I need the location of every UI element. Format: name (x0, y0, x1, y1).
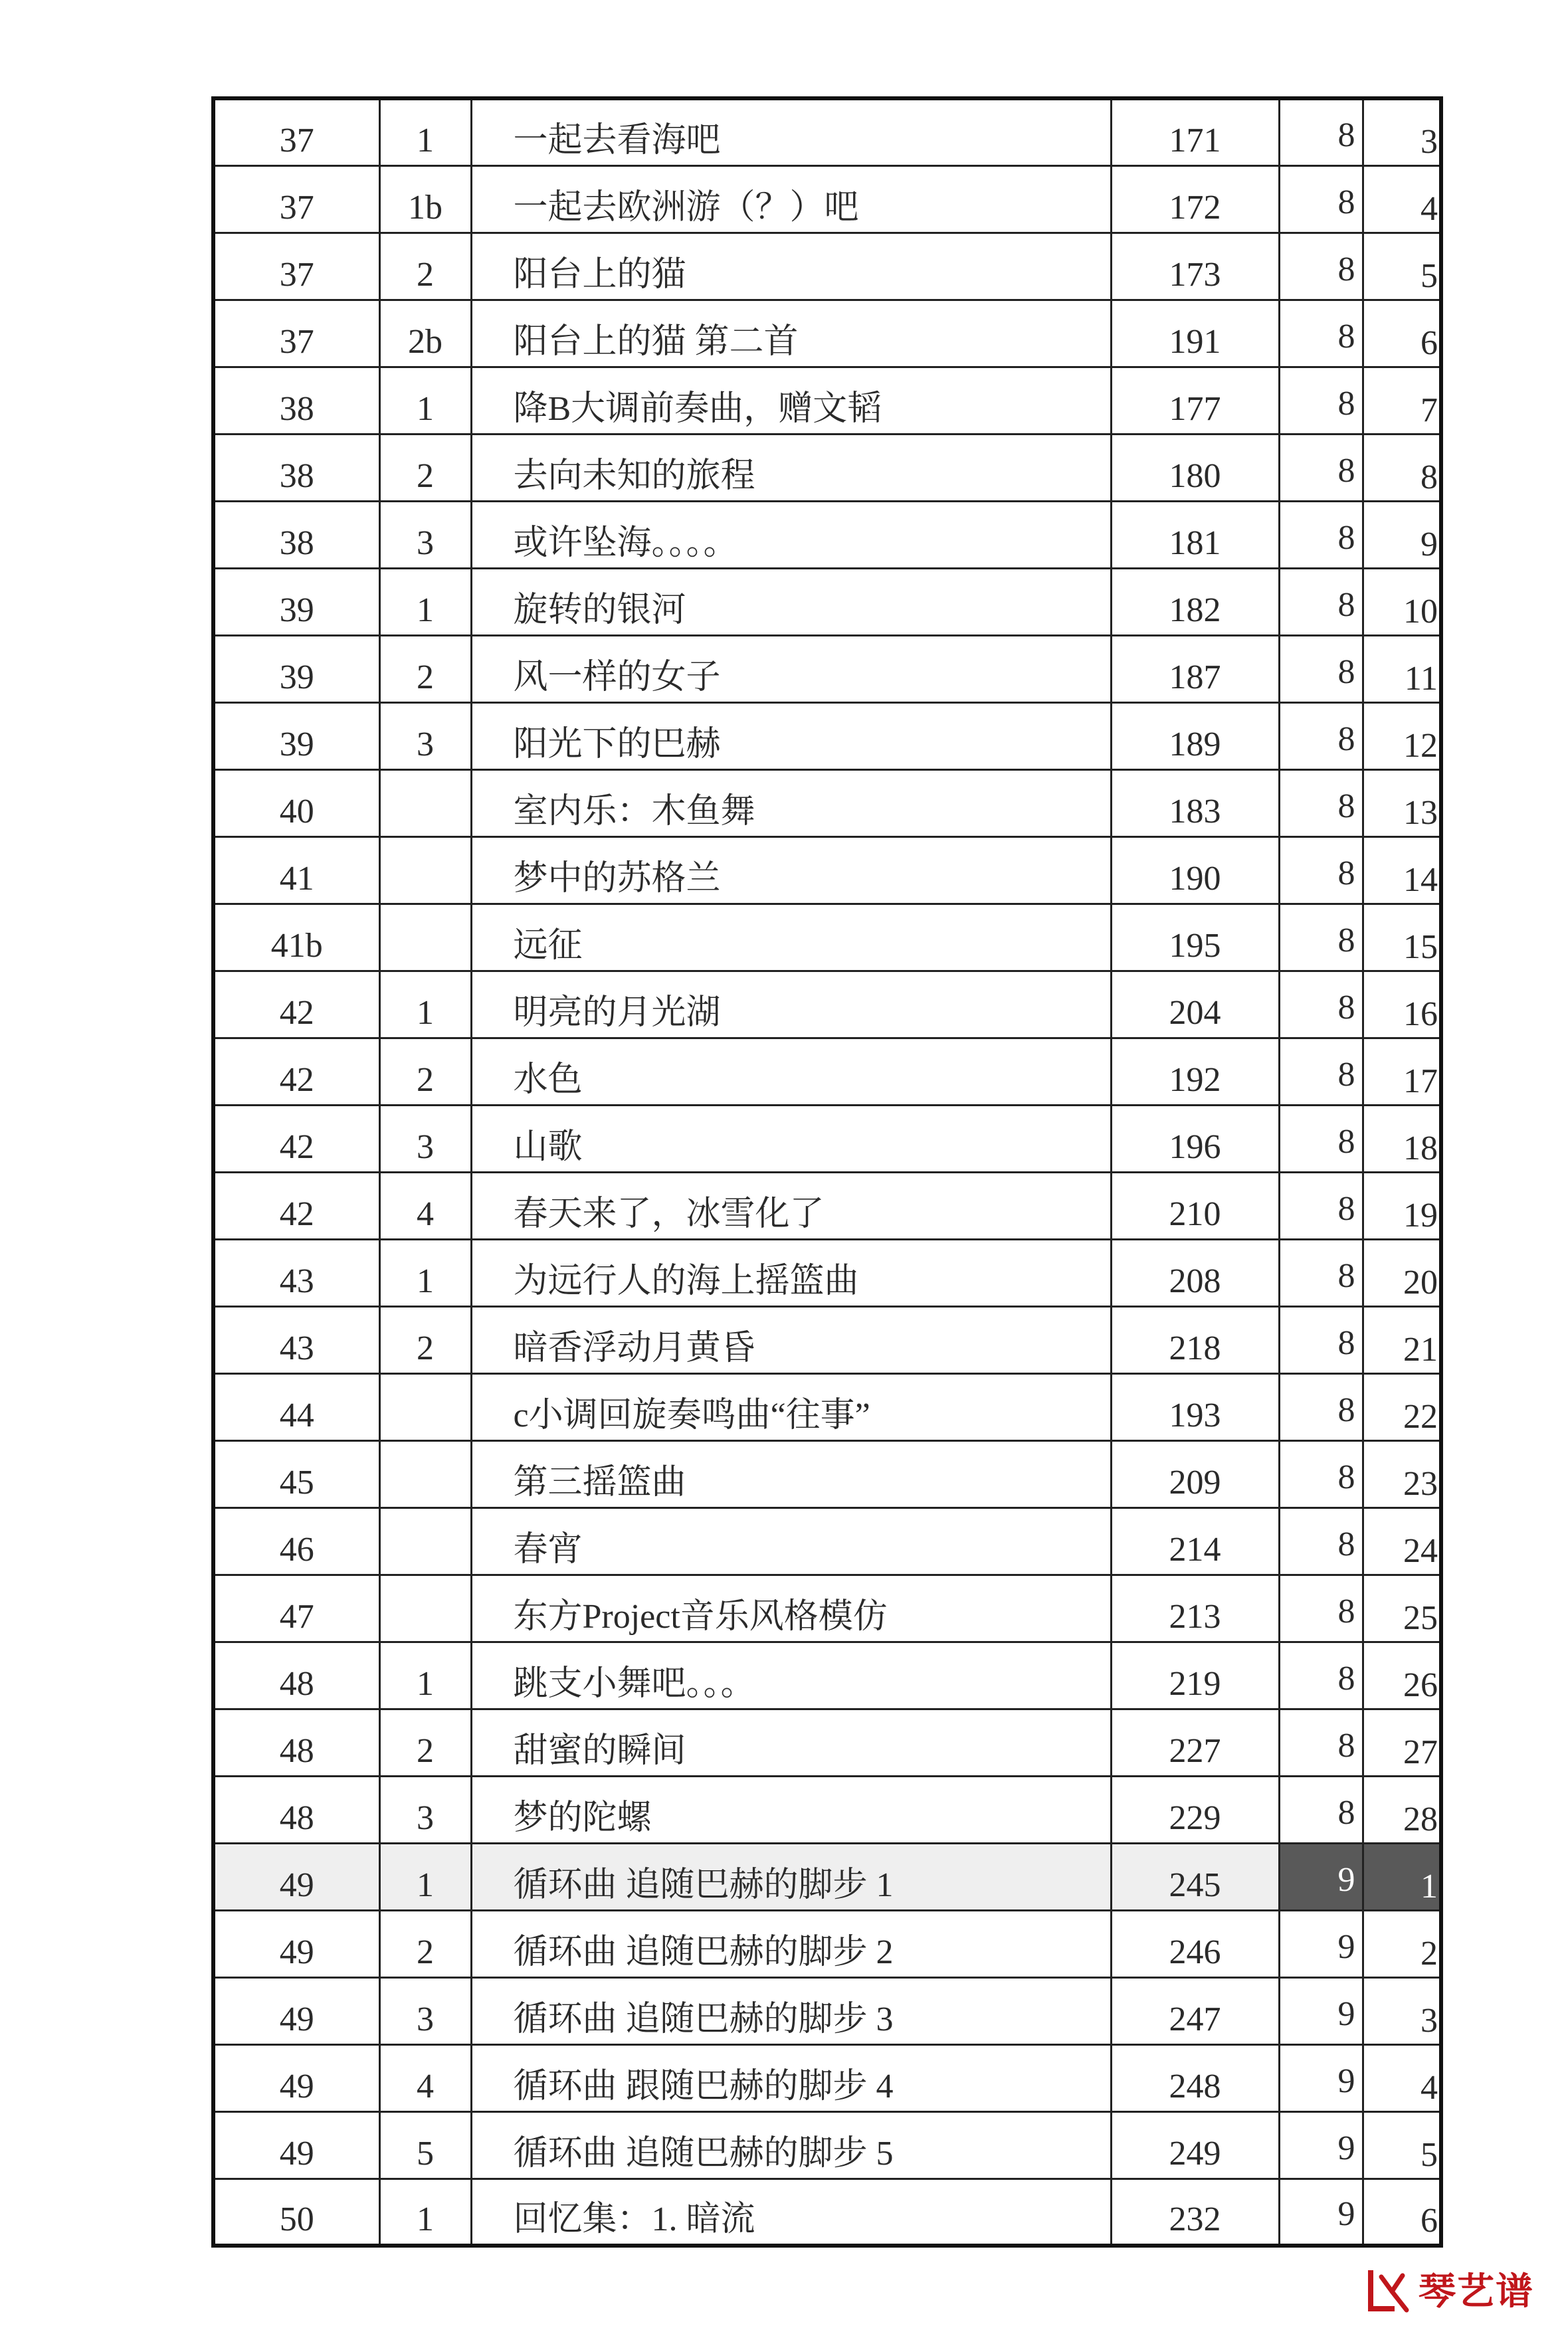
index-cell: 6 (1363, 2179, 1441, 2246)
index-cell: 26 (1363, 1642, 1441, 1709)
number-cell: 1 (379, 367, 471, 434)
index-cell: 19 (1363, 1172, 1441, 1239)
index-cell: 15 (1363, 904, 1441, 971)
table-row (213, 1373, 1441, 1440)
number-cell: 1 (379, 98, 471, 165)
table-row (213, 1105, 1441, 1172)
index-cell: 25 (1363, 1575, 1441, 1642)
number-cell: 2 (379, 1306, 471, 1373)
opus-cell: 46 (213, 1507, 379, 1575)
volume-cell: 9 (1279, 2179, 1363, 2246)
number-cell: 3 (379, 1105, 471, 1172)
volume-cell: 8 (1279, 501, 1363, 568)
title-cell: 旋转的银河 (471, 568, 1111, 635)
index-cell: 9 (1363, 501, 1441, 568)
watermark-text: 琴艺谱 (1419, 2270, 1534, 2313)
page-cell: 229 (1111, 1776, 1279, 1843)
number-cell: 2 (379, 233, 471, 300)
table-row (213, 1306, 1441, 1373)
table-row (213, 1575, 1441, 1642)
title-cell: 东方Project音乐风格模仿 (471, 1575, 1111, 1642)
volume-cell: 8 (1279, 434, 1363, 501)
title-cell: 阳台上的猫 (471, 233, 1111, 300)
volume-cell: 8 (1279, 635, 1363, 702)
title-cell: 降B大调前奏曲，赠文韬 (471, 367, 1111, 434)
opus-cell: 44 (213, 1373, 379, 1440)
index-cell: 1 (1363, 1843, 1441, 1910)
page-cell: 218 (1111, 1306, 1279, 1373)
title-cell: 去向未知的旅程 (471, 434, 1111, 501)
title-cell: 循环曲 追随巴赫的脚步 3 (471, 1977, 1111, 2044)
volume-cell: 8 (1279, 1105, 1363, 1172)
number-cell: 4 (379, 1172, 471, 1239)
index-cell: 27 (1363, 1709, 1441, 1776)
volume-cell: 8 (1279, 702, 1363, 769)
table-row (213, 971, 1441, 1038)
title-cell: 春宵 (471, 1507, 1111, 1575)
page-cell: 192 (1111, 1038, 1279, 1105)
volume-cell: 9 (1279, 1977, 1363, 2044)
number-cell (379, 1575, 471, 1642)
table-row (213, 2111, 1441, 2179)
page-cell: 196 (1111, 1105, 1279, 1172)
title-cell: 梦中的苏格兰 (471, 836, 1111, 904)
number-cell: 2 (379, 1038, 471, 1105)
title-cell: 春天来了，冰雪化了 (471, 1172, 1111, 1239)
title-cell: 水色 (471, 1038, 1111, 1105)
table-row (213, 2044, 1441, 2111)
page-cell: 210 (1111, 1172, 1279, 1239)
number-cell: 4 (379, 2044, 471, 2111)
opus-cell: 49 (213, 2044, 379, 2111)
opus-cell: 49 (213, 1910, 379, 1977)
table-row (213, 434, 1441, 501)
page-cell: 248 (1111, 2044, 1279, 2111)
number-cell: 3 (379, 702, 471, 769)
volume-cell: 8 (1279, 233, 1363, 300)
page-cell: 183 (1111, 769, 1279, 836)
page-cell: 214 (1111, 1507, 1279, 1575)
volume-cell: 8 (1279, 165, 1363, 233)
volume-cell: 8 (1279, 1239, 1363, 1306)
opus-cell: 50 (213, 2179, 379, 2246)
volume-cell: 8 (1279, 769, 1363, 836)
title-cell: 或许坠海。。。。 (471, 501, 1111, 568)
title-cell: 循环曲 追随巴赫的脚步 2 (471, 1910, 1111, 1977)
title-cell: 暗香浮动月黄昏 (471, 1306, 1111, 1373)
opus-cell: 39 (213, 635, 379, 702)
page-cell: 189 (1111, 702, 1279, 769)
index-cell: 13 (1363, 769, 1441, 836)
opus-cell: 49 (213, 1977, 379, 2044)
table-row (213, 1038, 1441, 1105)
title-cell: 循环曲 跟随巴赫的脚步 4 (471, 2044, 1111, 2111)
volume-cell: 8 (1279, 300, 1363, 367)
title-cell: 循环曲 追随巴赫的脚步 1 (471, 1843, 1111, 1910)
table-row (213, 367, 1441, 434)
index-cell: 7 (1363, 367, 1441, 434)
page-cell: 232 (1111, 2179, 1279, 2246)
table-row (213, 1172, 1441, 1239)
opus-cell: 43 (213, 1239, 379, 1306)
number-cell: 1 (379, 2179, 471, 2246)
opus-cell: 37 (213, 98, 379, 165)
page-cell: 191 (1111, 300, 1279, 367)
table-row (213, 233, 1441, 300)
page-cell: 190 (1111, 836, 1279, 904)
number-cell: 2 (379, 635, 471, 702)
opus-cell: 43 (213, 1306, 379, 1373)
index-cell: 12 (1363, 702, 1441, 769)
table-row (213, 1977, 1441, 2044)
opus-cell: 42 (213, 971, 379, 1038)
number-cell: 1 (379, 568, 471, 635)
index-cell: 24 (1363, 1507, 1441, 1575)
qinyipu-logo-icon (1365, 2269, 1412, 2315)
table-row (213, 1642, 1441, 1709)
volume-cell: 8 (1279, 1373, 1363, 1440)
table-row (213, 2179, 1441, 2246)
page-cell: 180 (1111, 434, 1279, 501)
opus-cell: 38 (213, 367, 379, 434)
opus-cell: 48 (213, 1709, 379, 1776)
number-cell: 3 (379, 501, 471, 568)
opus-cell: 45 (213, 1440, 379, 1507)
title-cell: 甜蜜的瞬间 (471, 1709, 1111, 1776)
number-cell: 1b (379, 165, 471, 233)
table-row (213, 568, 1441, 635)
catalog-table (211, 96, 1443, 2248)
index-cell: 28 (1363, 1776, 1441, 1843)
title-cell: 山歌 (471, 1105, 1111, 1172)
table-row (213, 1843, 1441, 1910)
title-cell: 循环曲 追随巴赫的脚步 5 (471, 2111, 1111, 2179)
page-cell: 195 (1111, 904, 1279, 971)
title-cell: 明亮的月光湖 (471, 971, 1111, 1038)
volume-cell: 8 (1279, 1440, 1363, 1507)
index-cell: 16 (1363, 971, 1441, 1038)
volume-cell: 8 (1279, 1575, 1363, 1642)
table-row (213, 635, 1441, 702)
volume-cell: 8 (1279, 98, 1363, 165)
index-cell: 5 (1363, 233, 1441, 300)
title-cell: c小调回旋奏鸣曲“往事” (471, 1373, 1111, 1440)
table-row (213, 769, 1441, 836)
index-cell: 4 (1363, 165, 1441, 233)
table-row (213, 904, 1441, 971)
page-cell: 172 (1111, 165, 1279, 233)
table-row (213, 300, 1441, 367)
volume-cell: 8 (1279, 568, 1363, 635)
opus-cell: 40 (213, 769, 379, 836)
volume-cell: 8 (1279, 1306, 1363, 1373)
page-cell: 249 (1111, 2111, 1279, 2179)
table-row (213, 98, 1441, 165)
index-cell: 3 (1363, 1977, 1441, 2044)
title-cell: 第三摇篮曲 (471, 1440, 1111, 1507)
index-cell: 18 (1363, 1105, 1441, 1172)
table-row (213, 1239, 1441, 1306)
volume-cell: 9 (1279, 2111, 1363, 2179)
opus-cell: 42 (213, 1172, 379, 1239)
volume-cell: 8 (1279, 836, 1363, 904)
page-cell: 219 (1111, 1642, 1279, 1709)
title-cell: 梦的陀螺 (471, 1776, 1111, 1843)
table-row (213, 165, 1441, 233)
number-cell (379, 1440, 471, 1507)
title-cell: 阳台上的猫 第二首 (471, 300, 1111, 367)
title-cell: 为远行人的海上摇篮曲 (471, 1239, 1111, 1306)
page-cell: 182 (1111, 568, 1279, 635)
opus-cell: 48 (213, 1642, 379, 1709)
volume-cell: 9 (1279, 2044, 1363, 2111)
opus-cell: 41b (213, 904, 379, 971)
index-cell: 10 (1363, 568, 1441, 635)
table-row (213, 1709, 1441, 1776)
opus-cell: 42 (213, 1105, 379, 1172)
volume-cell: 9 (1279, 1843, 1363, 1910)
opus-cell: 48 (213, 1776, 379, 1843)
opus-cell: 42 (213, 1038, 379, 1105)
volume-cell: 8 (1279, 1172, 1363, 1239)
opus-cell: 39 (213, 568, 379, 635)
page-cell: 213 (1111, 1575, 1279, 1642)
opus-cell: 37 (213, 165, 379, 233)
table-row (213, 1507, 1441, 1575)
number-cell: 2b (379, 300, 471, 367)
page-cell: 245 (1111, 1843, 1279, 1910)
volume-cell: 8 (1279, 1776, 1363, 1843)
page-cell: 187 (1111, 635, 1279, 702)
volume-cell: 9 (1279, 1910, 1363, 1977)
title-cell: 一起去看海吧 (471, 98, 1111, 165)
volume-cell: 8 (1279, 367, 1363, 434)
number-cell (379, 769, 471, 836)
title-cell: 跳支小舞吧。。。 (471, 1642, 1111, 1709)
page-cell: 208 (1111, 1239, 1279, 1306)
table-row (213, 1776, 1441, 1843)
page-cell: 209 (1111, 1440, 1279, 1507)
watermark (1365, 2266, 1534, 2319)
opus-cell: 47 (213, 1575, 379, 1642)
title-cell: 一起去欧洲游（？）吧 (471, 165, 1111, 233)
volume-cell: 8 (1279, 1038, 1363, 1105)
index-cell: 14 (1363, 836, 1441, 904)
index-cell: 21 (1363, 1306, 1441, 1373)
table-row (213, 836, 1441, 904)
number-cell (379, 1373, 471, 1440)
index-cell: 17 (1363, 1038, 1441, 1105)
index-cell: 23 (1363, 1440, 1441, 1507)
number-cell (379, 904, 471, 971)
opus-cell: 37 (213, 300, 379, 367)
index-cell: 5 (1363, 2111, 1441, 2179)
page-cell: 181 (1111, 501, 1279, 568)
opus-cell: 49 (213, 1843, 379, 1910)
number-cell: 2 (379, 434, 471, 501)
number-cell: 1 (379, 1642, 471, 1709)
title-cell: 室内乐：木鱼舞 (471, 769, 1111, 836)
title-cell: 回忆集：1. 暗流 (471, 2179, 1111, 2246)
page-cell: 227 (1111, 1709, 1279, 1776)
number-cell: 1 (379, 1843, 471, 1910)
title-cell: 阳光下的巴赫 (471, 702, 1111, 769)
number-cell: 1 (379, 1239, 471, 1306)
index-cell: 20 (1363, 1239, 1441, 1306)
page-cell: 171 (1111, 98, 1279, 165)
catalog-body (213, 98, 1441, 2246)
page-cell: 204 (1111, 971, 1279, 1038)
number-cell (379, 836, 471, 904)
page-cell: 193 (1111, 1373, 1279, 1440)
number-cell: 3 (379, 1977, 471, 2044)
page-cell: 177 (1111, 367, 1279, 434)
opus-cell: 37 (213, 233, 379, 300)
number-cell: 5 (379, 2111, 471, 2179)
index-cell: 2 (1363, 1910, 1441, 1977)
opus-cell: 38 (213, 434, 379, 501)
index-cell: 22 (1363, 1373, 1441, 1440)
opus-cell: 38 (213, 501, 379, 568)
number-cell: 3 (379, 1776, 471, 1843)
number-cell: 1 (379, 971, 471, 1038)
index-cell: 3 (1363, 98, 1441, 165)
number-cell (379, 1507, 471, 1575)
page-cell: 246 (1111, 1910, 1279, 1977)
table-row (213, 1910, 1441, 1977)
index-cell: 11 (1363, 635, 1441, 702)
index-cell: 6 (1363, 300, 1441, 367)
index-cell: 8 (1363, 434, 1441, 501)
volume-cell: 8 (1279, 1507, 1363, 1575)
volume-cell: 8 (1279, 1709, 1363, 1776)
table-row (213, 1440, 1441, 1507)
table-row (213, 501, 1441, 568)
opus-cell: 41 (213, 836, 379, 904)
number-cell: 2 (379, 1709, 471, 1776)
page-cell: 247 (1111, 1977, 1279, 2044)
page-cell: 173 (1111, 233, 1279, 300)
volume-cell: 8 (1279, 904, 1363, 971)
title-cell: 远征 (471, 904, 1111, 971)
opus-cell: 49 (213, 2111, 379, 2179)
opus-cell: 39 (213, 702, 379, 769)
index-cell: 4 (1363, 2044, 1441, 2111)
volume-cell: 8 (1279, 1642, 1363, 1709)
number-cell: 2 (379, 1910, 471, 1977)
volume-cell: 8 (1279, 971, 1363, 1038)
table-row (213, 702, 1441, 769)
title-cell: 风一样的女子 (471, 635, 1111, 702)
